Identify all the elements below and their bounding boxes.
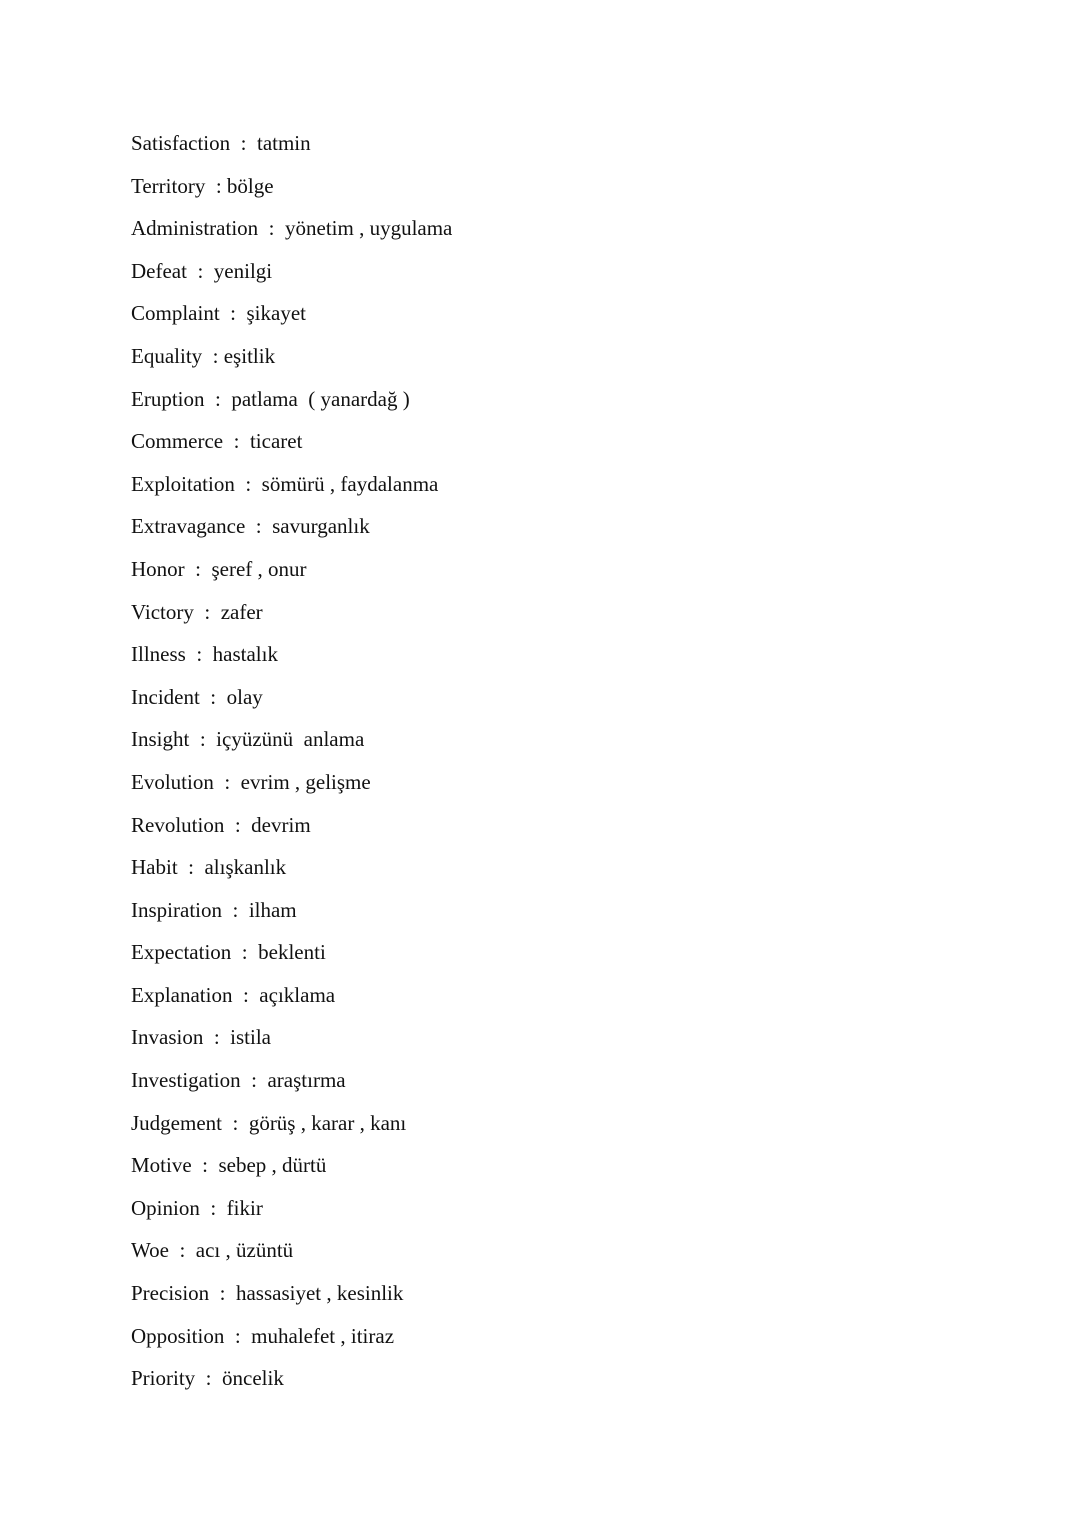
vocabulary-list	[131, 122, 452, 1400]
vocab-entry: Explanation : açıklama	[131, 982, 336, 1007]
vocab-entry: Invasion : istila	[131, 1025, 271, 1050]
vocab-entry: Eruption : patlama ( yanardağ )	[131, 386, 410, 411]
vocab-entry: Revolution : devrim	[131, 812, 311, 837]
vocab-entry: Priority : öncelik	[131, 1366, 284, 1391]
vocab-entry: Commerce : ticaret	[131, 429, 303, 454]
vocab-entry: Woe : acı , üzüntü	[131, 1238, 294, 1263]
vocab-entry: Investigation : araştırma	[131, 1068, 346, 1093]
vocab-entry: Inspiration : ilham	[131, 897, 297, 922]
vocab-entry: Motive : sebep , dürtü	[131, 1153, 327, 1178]
vocab-entry: Territory : bölge	[131, 173, 274, 198]
vocab-entry: Exploitation : sömürü , faydalanma	[131, 471, 439, 496]
vocab-entry: Precision : hassasiyet , kesinlik	[131, 1281, 404, 1306]
vocab-entry: Judgement : görüş , karar , kanı	[131, 1110, 407, 1135]
vocab-entry: Extravagance : savurganlık	[131, 514, 370, 539]
vocab-entry: Habit : alışkanlık	[131, 855, 287, 880]
vocab-entry: Administration : yönetim , uygulama	[131, 216, 453, 241]
vocab-entry: Incident : olay	[131, 684, 263, 709]
vocab-entry: Victory : zafer	[131, 599, 263, 624]
vocab-entry: Honor : şeref , onur	[131, 556, 307, 581]
vocab-entry: Equality : eşitlik	[131, 343, 276, 368]
vocab-entry: Illness : hastalık	[131, 642, 278, 667]
vocab-entry: Evolution : evrim , gelişme	[131, 769, 371, 794]
vocab-entry: Expectation : beklenti	[131, 940, 326, 965]
vocab-entry: Opinion : fikir	[131, 1195, 263, 1220]
vocab-entry: Insight : içyüzünü anlama	[131, 727, 365, 752]
vocab-entry: Opposition : muhalefet , itiraz	[131, 1323, 395, 1348]
vocab-entry: Defeat : yenilgi	[131, 258, 273, 283]
vocab-entry: Complaint : şikayet	[131, 301, 306, 326]
vocab-entry: Satisfaction : tatmin	[131, 131, 311, 155]
